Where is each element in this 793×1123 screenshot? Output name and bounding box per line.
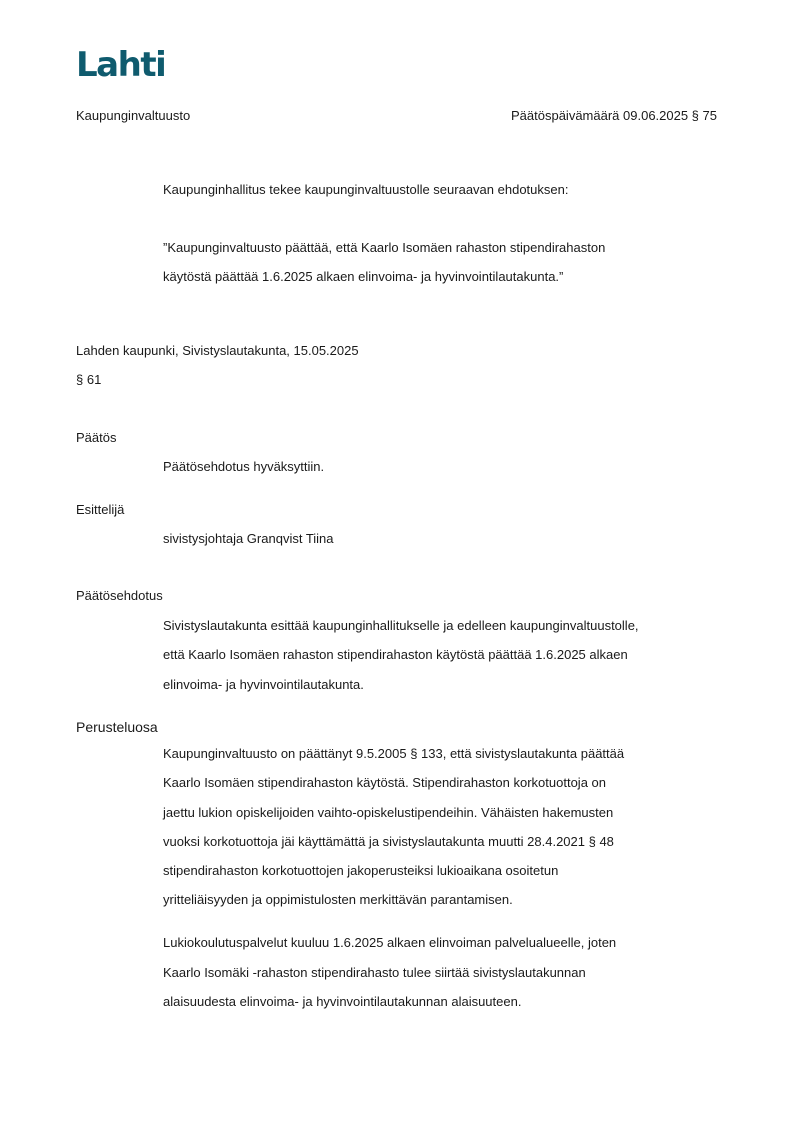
rationale-line: alaisuudesta elinvoima- ja hyvinvointilautakunnan alaisuuteen.	[163, 994, 522, 1009]
draft-decision-line: Sivistyslautakunta esittää kaupunginhallitukselle ja edelleen kaupunginvaltuustolle,	[163, 618, 639, 633]
draft-decision-line: että Kaarlo Isomäen rahaston stipendirahaston käytöstä päättää 1.6.2025 alkaen	[163, 647, 628, 662]
meeting-section: § 61	[76, 372, 102, 387]
rationale-line: yritteliäisyyden ja oppimistulosten merkittävän parantamisen.	[163, 892, 513, 907]
rationale-line: jaettu lukion opiskelijoiden vaihto-opiskelustipendeihin. Vähäisten hakemusten	[163, 805, 614, 820]
logo-text: Lahti	[76, 45, 166, 82]
rationale-line: Kaarlo Isomäen stipendirahaston käytöstä. Stipendirahaston korkotuottoja on	[163, 775, 606, 790]
draft-decision-heading: Päätösehdotus	[76, 588, 163, 603]
proposal-intro: Kaupunginhallitus tekee kaupunginvaltuustolle seuraavan ehdotuksen:	[163, 182, 569, 197]
decision-text: Päätösehdotus hyväksyttiin.	[163, 459, 325, 474]
draft-decision-line: elinvoima- ja hyvinvointilautakunta.	[163, 677, 364, 692]
meeting-source: Lahden kaupunki, Sivistyslautakunta, 15.05.2025	[76, 343, 359, 358]
rationale-line: stipendirahaston korkotuottojen jakoperusteiksi lukioaikana osoitetun	[163, 863, 559, 878]
document-body-name: Kaupunginvaltuusto	[76, 108, 191, 123]
presenter-text: sivistysjohtaja Granqvist Tiina	[163, 531, 334, 546]
proposal-quote-line: käytöstä päättää 1.6.2025 alkaen elinvoima- ja hyvinvointilautakunta.”	[163, 269, 564, 284]
decision-date: Päätöspäivämäärä 09.06.2025 § 75	[511, 108, 717, 123]
lahti-logo	[76, 44, 168, 82]
rationale-heading: Perusteluosa	[76, 719, 158, 735]
presenter-heading: Esittelijä	[76, 502, 125, 517]
rationale-line: Kaupunginvaltuusto on päättänyt 9.5.2005 § 133, että sivistyslautakunta päättää	[163, 746, 625, 761]
proposal-quote-line: ”Kaupunginvaltuusto päättää, että Kaarlo Isomäen rahaston stipendirahaston	[163, 240, 606, 255]
rationale-line: Kaarlo Isomäki -rahaston stipendirahasto tulee siirtää sivistyslautakunnan	[163, 965, 586, 980]
decision-heading: Päätös	[76, 430, 117, 445]
rationale-line: Lukiokoulutuspalvelut kuuluu 1.6.2025 alkaen elinvoiman palvelualueelle, joten	[163, 935, 617, 950]
rationale-line: vuoksi korkotuottoja jäi käyttämättä ja sivistyslautakunta muutti 28.4.2021 § 48	[163, 834, 614, 849]
